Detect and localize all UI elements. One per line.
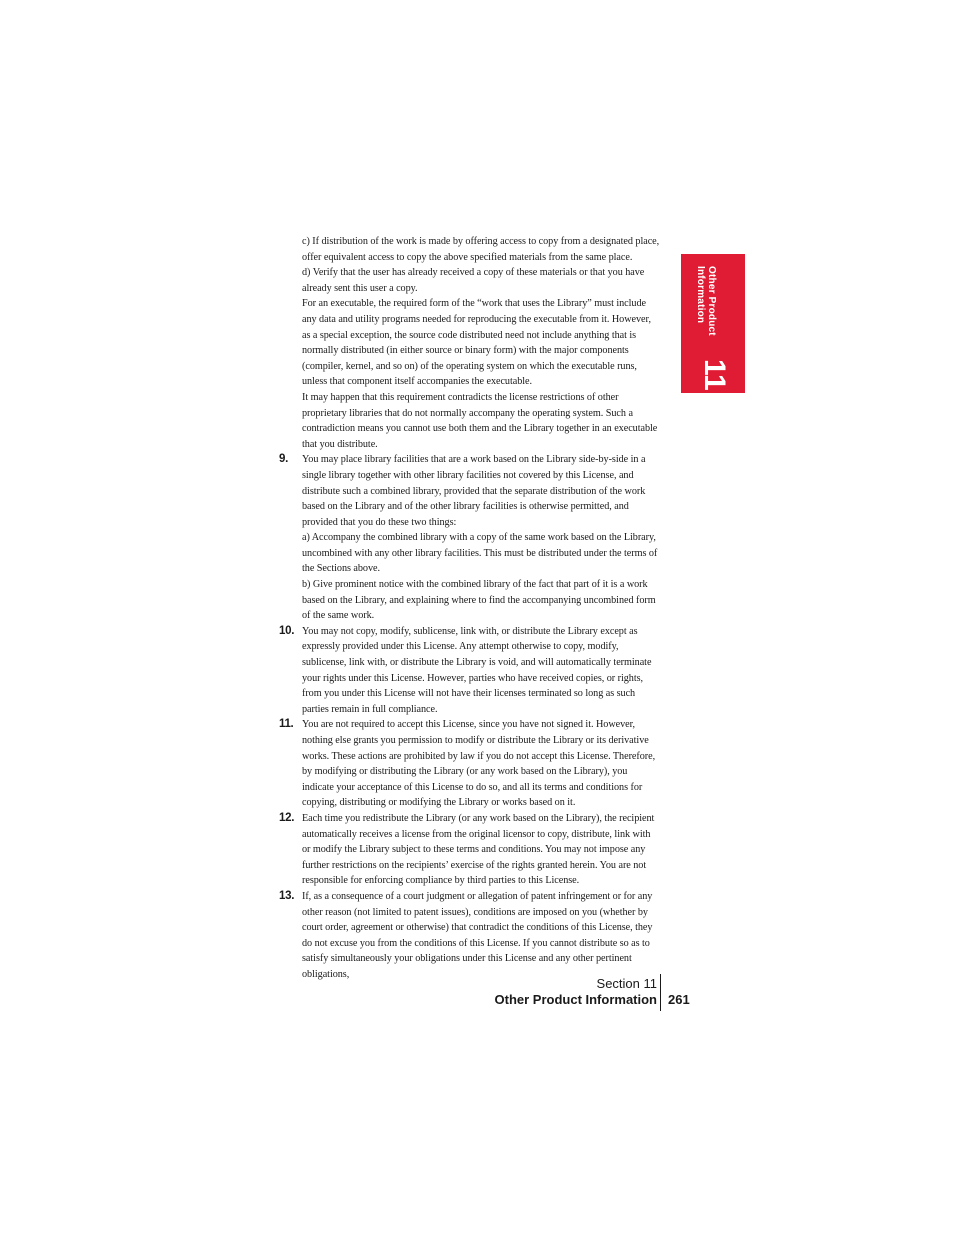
chapter-tab-label-line2: Information bbox=[695, 266, 706, 324]
chapter-side-tab bbox=[681, 254, 745, 393]
item-text: You are not required to accept this License, since you have not signed it. However, nothing else grants you permission to modify or distribute the Library or its derivative works. These actions are prohibited by law if you do not accept this License. Therefore, by modifying or distributing the Library (or any work based on the Library), you indicate your acceptance of this License to do so, and all its terms and conditions for copying, distributing or modifying the Library or works based on it. bbox=[302, 719, 656, 809]
footer-section-title: Other Product Information bbox=[494, 992, 657, 1007]
paragraph-contradiction: It may happen that this requirement contradicts the license restrictions of other proprietary libraries that do not normally accompany the operating system. Such a contradiction means you cannot use both them and the Library together in an executable that you distribute. bbox=[302, 391, 658, 450]
chapter-tab-label bbox=[695, 266, 717, 336]
item-number: 10. bbox=[279, 624, 295, 637]
item-text: You may not copy, modify, sublicense, link with, or distribute the Library except as expressly provided under this License. Any attempt otherwise to copy, modify, sublicense, link with, or distribute the Library is void, and will automatically terminate your rights under this License. However, parties who have received copies, or rights, from you under this License will not have their licenses terminated so long as such parties remain in full compliance. bbox=[302, 625, 652, 715]
license-item-10 bbox=[279, 624, 660, 718]
item-sub-a: a) Accompany the combined library with a copy of the same work based on the Library, uncombined with any other library facilities. This must be distributed under the terms of the Sections above. bbox=[302, 532, 658, 575]
license-item-11 bbox=[279, 717, 660, 811]
license-body-text bbox=[279, 234, 660, 983]
chapter-tab-number: 11 bbox=[698, 359, 731, 391]
license-item-13 bbox=[279, 889, 660, 983]
item-number: 13. bbox=[279, 889, 295, 902]
item-text: Each time you redistribute the Library (or any work based on the Library), the recipient automatically receives a license from the original licensor to copy, distribute, link with or modify the Library subject to these terms and conditions. You may not impose any further restrictions on the recipients’ exercise of the rights granted herein. You are not responsible for enforcing compliance by third parties to this License. bbox=[302, 812, 655, 887]
item-text: You may place library facilities that are a work based on the Library side-by-side in a single library together with other library facilities not covered by this License, and distribute such a combined library, provided that the separate distribution of the work based on the Library and of the other library facilities is otherwise permitted, and provided that you do these two things: bbox=[302, 454, 646, 528]
license-item-12 bbox=[279, 811, 660, 889]
item-text: If, as a consequence of a court judgment or allegation of patent infringement or for any other reason (not limited to patent issues), conditions are imposed on you (whether by court order, agreement or otherwise) that contradict the conditions of this License, they do not excuse you from the conditions of this License. If you cannot distribute so as to satisfy simultaneously your obligations under this License and any other pertinent obligations, bbox=[302, 890, 653, 980]
item-number: 9. bbox=[279, 453, 288, 466]
item-number: 12. bbox=[279, 811, 295, 824]
item-number: 11. bbox=[279, 718, 294, 731]
paragraph-c: c) If distribution of the work is made by offering access to copy from a designated place, offer equivalent access to copy the above specified materials from the same place. bbox=[302, 236, 660, 263]
page-number: 261 bbox=[668, 992, 690, 1007]
paragraph-executable: For an executable, the required form of the “work that uses the Library” must include any data and utility programs needed for reproducing the executable from it. However, as a special exception, the source code distributed need not include anything that is normally distributed (in either source or binary form) with the major components (compiler, kernel, and so on) of the operating system on which the executable runs, unless that component itself accompanies the executable. bbox=[302, 298, 651, 388]
footer-divider bbox=[660, 974, 661, 1011]
footer-section-label: Section 11 bbox=[596, 976, 657, 991]
item-sub-b: b) Give prominent notice with the combined library of the fact that part of it is a work based on the Library, and explaining where to find the accompanying uncombined form of the same work. bbox=[302, 579, 656, 622]
license-item-9 bbox=[279, 452, 660, 624]
chapter-tab-label-line1: Other Product bbox=[706, 266, 717, 336]
paragraph-d: d) Verify that the user has already received a copy of these materials or that you have already sent this user a copy. bbox=[302, 267, 645, 294]
